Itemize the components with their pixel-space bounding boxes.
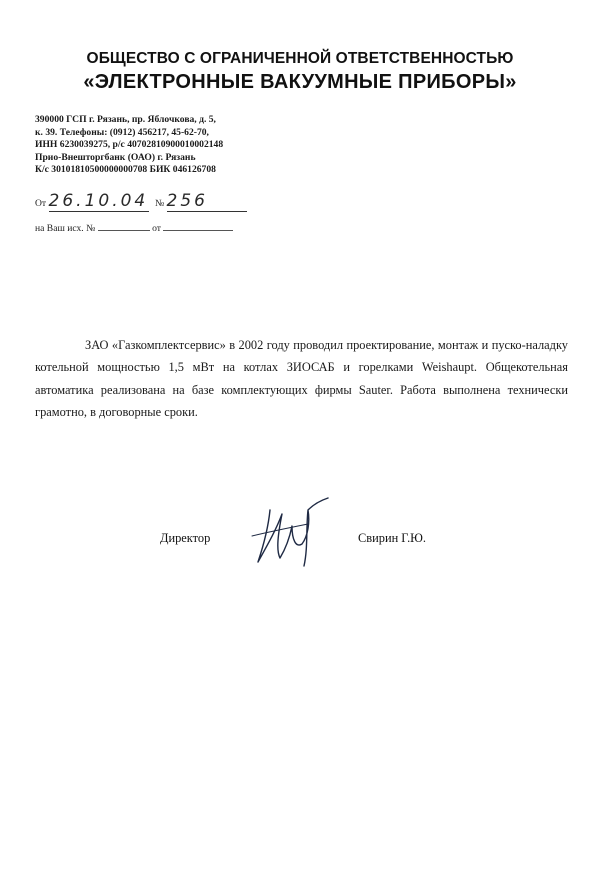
handwritten-date: 26.10.04 xyxy=(48,191,149,211)
outgoing-reference xyxy=(35,191,247,212)
reply-reference xyxy=(35,222,233,234)
requisites-line: 390000 ГСП г. Рязань, пр. Яблочкова, д. 5, xyxy=(35,114,216,125)
requisites-line: Прио-Внешторгбанк (ОАО) г. Рязань xyxy=(35,151,196,163)
from-label: От xyxy=(35,198,47,209)
requisites-line: ИНН 6230039275, р/с 40702810900010002148 xyxy=(35,139,224,151)
requisites-line: к. 39. Телефоны: (0912) 456217, 45-62-70, xyxy=(35,126,209,138)
requisites-line: К/с 30101810500000000708 БИК 046126708 xyxy=(35,164,216,176)
number-label: № xyxy=(154,198,165,209)
company-requisites xyxy=(35,114,265,177)
signatory-title: Директор xyxy=(160,531,211,545)
organization-form: ОБЩЕСТВО С ОГРАНИЧЕННОЙ ОТВЕТСТВЕННОСТЬЮ xyxy=(86,50,514,67)
signatory-name: Свирин Г.Ю. xyxy=(358,531,426,545)
reply-label: на Ваш исх. № xyxy=(35,223,96,234)
handwritten-signature xyxy=(248,492,333,572)
organization-name: «ЭЛЕКТРОННЫЕ ВАКУУМНЫЕ ПРИБОРЫ» xyxy=(83,71,517,93)
letter-body: ЗАО «Газкомплектсервис» в 2002 году проводил проектирование, монтаж и пуско-наладку котельной мощностью 1,5 мВт на котлах ЗИОСАБ и горелками Weishaupt. Общекотельная автоматика реализована на базе комплектующих фирмы Sauter. Работа выполнена технически грамотно, в договорные сроки. xyxy=(35,338,568,420)
reply-from-label: от xyxy=(152,223,161,234)
handwritten-number: 256 xyxy=(166,191,208,211)
